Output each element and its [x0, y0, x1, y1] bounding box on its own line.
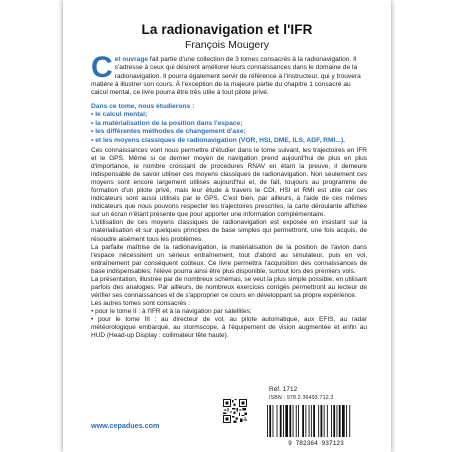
topic-item: • et les moyens classiques de radionavigation (VOR, HSI, DME, ILS, ADF, RMI...). — [91, 136, 346, 144]
intro-paragraph — [91, 51, 366, 97]
book-author: François Mougery — [184, 39, 270, 51]
svg-text:9 782364 937123: 9 782364 937123 — [288, 440, 344, 447]
isbn: ISBN : 978.2.36493.712.3 — [269, 395, 334, 401]
topic-item: • les différentes méthodes de changement d'axe; — [91, 128, 246, 136]
drop-cap: C — [91, 51, 113, 84]
body-paragraph: L'utilisation de ces moyens classiques de radionavigation est exposée en insistant sur la matérialisation et sur quelques principes de base simples qui permettront, une fois acquis, de résoudre aisément tous les problèmes. — [91, 219, 367, 243]
book-back-cover — [63, 0, 391, 452]
qr-code-icon — [223, 399, 247, 423]
body-paragraph: • pour le tome III : au directeur de vol, au pilote automatique, aux EFIS, au radar météorologique embarqué, au stormscope, à l'équipement de vision augmentée et enfin au HUD (Head-up Display : collimateur tête haute). — [91, 315, 367, 340]
topic-item: • le calcul mental; — [91, 111, 148, 119]
topics-list — [91, 103, 371, 145]
intro-text: fait partie d'une collection de 3 tomes consacrés à la radionavigation. Il s'adresse à ceux qui désirent améliorer leurs connaissances dans le domaine de la radionavigation. Il pourra également servir de référence à l'instructeur, qui y trouvera matière à illustrer son cours. À l'exception de la majeure partie du chapitre 1 consacré au calcul mental, ce livre pourra être très utile à tout pilote privé. — [91, 56, 361, 97]
intro-lead: et ouvrage — [114, 56, 149, 63]
book-title: La radionavigation et l'IFR — [141, 22, 313, 37]
barcode-icon — [263, 401, 369, 447]
topics-heading: Dans ce tome, nous étudierons : — [91, 103, 195, 110]
reference-number: Réf. 1712 — [269, 386, 298, 393]
body-paragraph: Les autres tomes sont consacrés : — [91, 299, 190, 307]
body-text — [91, 147, 367, 340]
body-paragraph: La présentation, illustrée par de nombreux schémas, se veut la plus simple possible, en utilisant parfois des analogies. Par ailleurs, de nombreux exercices corrigés permettront au lecteur de vérifier ses connaissances et de s'approprier ce cours en développant sa propre expérience. — [91, 275, 367, 299]
body-paragraph: La parfaite maîtrise de la radionavigation, la matérialisation de la position de l'avion dans l'espace nécessitent un sérieux entraînement, tout d'abord au simulateur, puis en vol, entraînement par conséquent coûteux. Ce livre permettra l'acquisition des connaissances de base indispensables; l'élève pourra ainsi être plus disponible, surtout lors des premiers vols. — [91, 243, 367, 275]
body-paragraph: • pour le tome II : à l'IFR et à la navigation par satellites; — [91, 307, 252, 315]
publisher-url: www.cepadues.com — [91, 421, 160, 430]
body-paragraph: Ces connaissances vont nous permettre d'étudier dans le tome suivant, les trajectoires en IFR et le GPS. Même si ce dernier moyen de navigation prend aujourd'hui de plus en plus d'importance, le nombre croissant de procédures RNAV en étant la preuve, il demeure indispensable de savoir utiliser ces moyens classiques de radionavigation. Non seulement ces moyens sont encore largement utilisés aujourd'hui et, de fait, toujours au programme de formation d'un pilote privé, mais leur étude à travers le CDI, HSI et RMI est utile car ces indicateurs sont aussi utilisés par le GPS. C'est bien, par ailleurs, à l'aide de ces mêmes indicateurs que nous pouvons respecter les trajectoires prescrites, la carte déroulante affichée sur un écran n'étant présente que pour apporter une information complémentaire. — [91, 147, 367, 219]
topic-item: • la matérialisation de la position dans l'espace; — [91, 119, 243, 127]
